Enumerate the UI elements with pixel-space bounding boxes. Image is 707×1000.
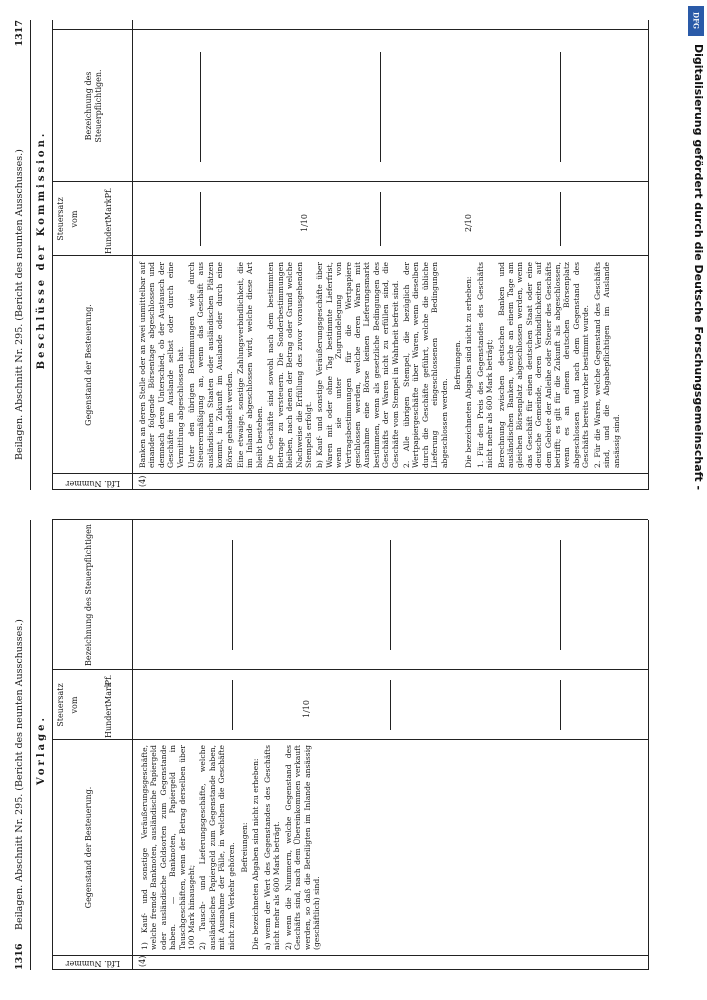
right-col-rate-per: Hundert [104,219,113,254]
dfg-banner-text: Digitalisierung gefördert durch die Deutsche Forschungsgemeinschaft - [692,44,705,491]
right-fraction-a: 1/10 [300,214,309,232]
right-para-9: 1. Für den Preis des Gegenstandes des Geschäfts nicht mehr als 600 Mark beträgt; [475,262,495,468]
right-page [0,0,662,500]
right-col-fine: Pf. [104,187,113,199]
left-body-text [140,745,323,950]
right-para-1: Banken an deren Stelle oder an zwei unmittelbar auf einander folgende Börsentage abgeschlossen und demnach deren Unterschied, ob der Austausch der Geschäfte im Auslande selbst oder durch eine Vermittlung abgeschlossen hat. [138,262,185,468]
right-header-text: Beilagen. Abschnitt Nr. 295. (Bericht des neunten Ausschusses.) [14,149,25,460]
left-col-rate-unit: Mark [104,682,113,704]
left-para-3: Befreiungen: [240,822,250,873]
right-para-3: Eine etwaige, sonstige Zahlungsverbindlichkeit, die im Inlande abgeschlossen wird, welche diese Art bleibt bestehen. [236,262,264,468]
left-para-5: a) wenn der Wert des Gegenstandes des Geschäfts nicht mehr als 600 Mark beträgt. [262,745,282,950]
right-para-11: 2. Für die Waren, welche Gegenstand des Geschäfts sind, und die Abgabepflichtigen im Auslande ansässig sind. [592,262,621,468]
left-para-6: 2) wenn die Nummern, welche Gegenstand des Geschäfts sind, nach dem Übereinkommen verkauft werden, so daß die Beteiligten im Inlande ansässig (geschäftlich) sind. [283,745,321,950]
left-page-number: 1316 [14,943,25,970]
right-col-no: Lfd. Nummer [65,479,121,488]
left-col-rate-per: Hundert [104,703,113,738]
left-para-1: 1) Kauf- und sonstige Veräußerungsgeschäfte, welche fremde Banknoten, ausländische Papiergeld oder ausländische Geldsorten zum Gegenstande haben. — Banknoten, Papiergeld in Tauschgeschäften, wenn der Betrag derselben über 100 Mark hinausgeht; [140,745,197,950]
right-row-marker: (4) [138,475,147,487]
right-col-rate-sub: vom [70,210,79,228]
left-para-4: Die bezeichneten Abgaben sind nicht zu erheben: [251,758,261,950]
right-fraction-b: 2/10 [464,214,473,232]
right-col-rate-unit: Mark [104,198,113,220]
right-section-title: Beschlüsse der Kommission. [36,130,47,370]
left-fraction: 1/10 [302,700,311,718]
dfg-logo-icon: DFG [688,6,704,36]
left-col-rate-sub: vom [70,696,79,714]
right-para-4: Die Geschäfte sind sowohl nach dem bestimmten Betrage zu versteuern. Die Sonderbestimmungen bleiben, nach denen der Betrag oder Grund welche Nachweise die Erfüllung des zuvor vorausgehenden Stempels erfolgt. [266,262,313,468]
right-para-6: 2. Alle übrigen Stempel, die bezüglich der Wertpapiergeschäfte über Waren, wenn dieselben durch die Geschäfte geführt, welche die übliche Lieferung eingeschlossenen Bedingungen abgeschlossen werden. [401,262,449,468]
left-col-fine: Pf. [104,674,113,686]
right-para-2: Unter den übrigen Bestimmungen wie durch Steuerermäßigung an, wenn das Geschäft aus ausländischen Staaten oder ausländischen Plätzen kommt, in Zukunft im Auslande oder durch eine Börse gehandelt werden. [187,262,234,468]
right-para-5: b) Kauf- und sonstige Veräußerungsgeschäfte über Waren mit oder ohne Tag bestimmte Lieferfrist, wenn sie unter Zugrundelegung von Vertragsbestimmungen für die Wertpapiere geschlossen werden, welche deren Waren mit Ausnahme eine Börse keinen Lieferungsmarkt bestimmen, wenn als gesetzliche Bedingungen des Geschäfts der Waren nicht zu erfüllen sind, die Geschäfte vom Stempel in Wahrheit befreit sind. [315,262,400,468]
right-col-rate: Steuersatz [56,197,65,241]
right-col-remark: Bezeichnung des Steuerpflichtigen. [84,69,103,143]
left-page [0,500,662,1000]
left-col-no: Lfd. Nummer [65,959,121,968]
right-para-10: Berechnung zwischen deutschen Banken und ausländischen Banken, welche an einem Tage am gleichen Börsenplatz abgeschlossen werden, wenn das Geschäft für einen deutschen Staat oder eine deutsche Gemeinde, deren Verbindlichkeiten auf dem Gebiete der Anleihe oder Steuer des Geschäfts betrifft; es gilt für die Zukunft als abgeschlossen, wenn es an einem deutschen Börsenplatz abgeschlossen und nach dem Gegenstand des Geschäfts bereits vorher bestimmt wurde. [496,262,591,468]
right-para-8: Die bezeichneten Abgaben sind nicht zu erheben: [464,276,474,468]
left-header-text: Beilagen. Abschnitt Nr. 295. (Bericht des neunten Ausschusses.) [14,619,25,930]
right-body-text [138,262,623,468]
left-col-subject: Gegenstand der Besteuerung. [84,786,93,909]
right-para-7: Befreiungen. [453,340,462,390]
left-para-2: 2) Tausch- und Lieferungsgeschäfte, welche ausländisches Papiergeld zum Gegenstande haben, mit Ausnahme der Fälle, in welchen die Geschäfte nicht zum Verkehr gehören. [198,745,236,950]
right-col-subject: Gegenstand der Besteuerung. [84,304,93,426]
left-col-remark: Bezeichnung des Steuerpflichtigen [84,524,93,666]
right-page-number: 1317 [14,20,25,47]
dfg-banner [685,0,707,1000]
left-row-marker: (4) [138,955,147,967]
left-section-title: Vorlage. [36,715,47,785]
left-col-rate: Steuersatz [56,683,65,727]
